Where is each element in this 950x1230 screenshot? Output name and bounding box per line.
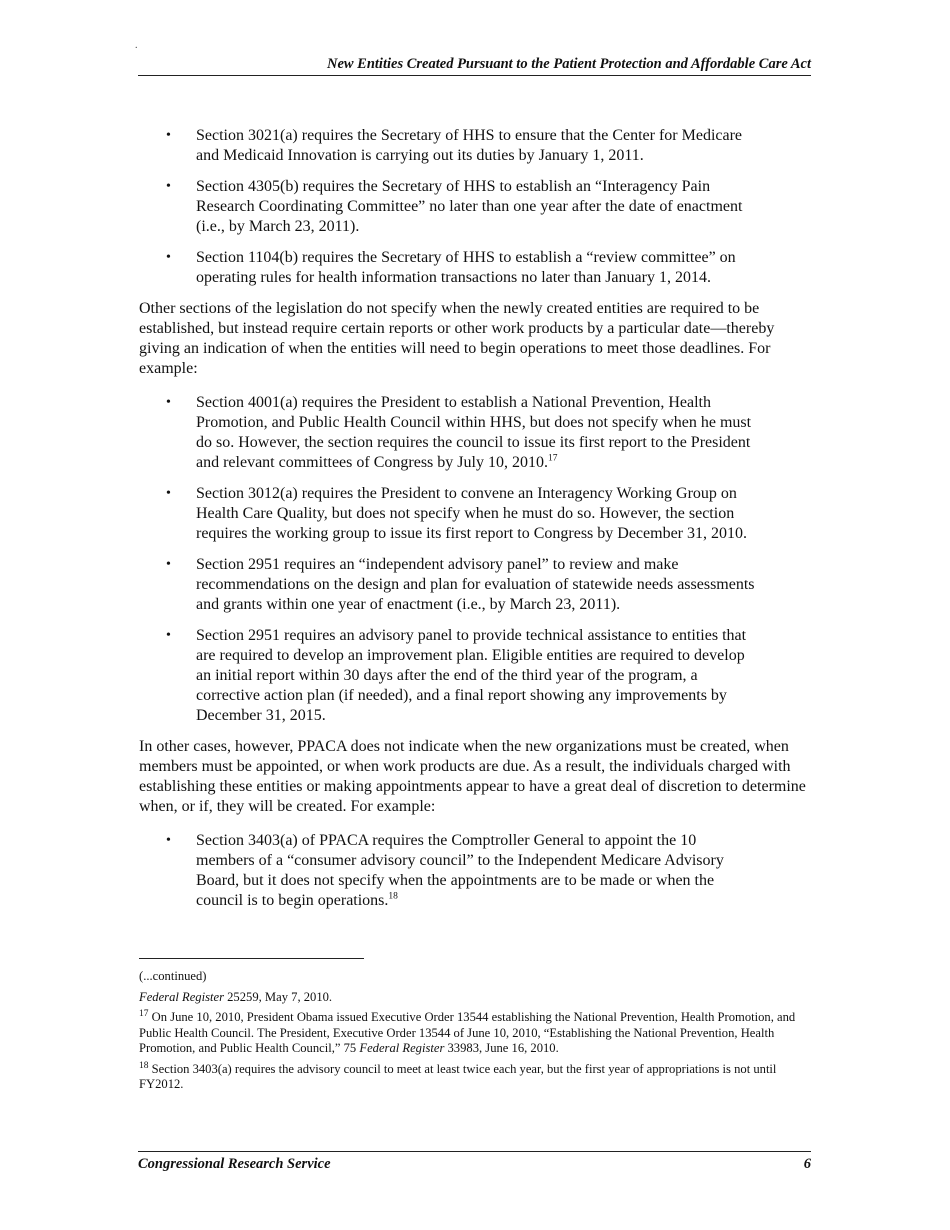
bullet-list-bottom [139,831,815,911]
stray-mark: . [135,40,138,51]
paragraph: In other cases, however, PPACA does not indicate when the new organizations must be created, when members must be appointed, or when work products are due. As a result, the individuals charged with establishing these entities or making appointments appear to have a great deal of discretion to determine when, or if, they will be created. For example: [139,738,806,815]
running-title: New Entities Created Pursuant to the Patient Protection and Affordable Care Act [326,56,811,72]
footnote-ref[interactable]: 17 [547,453,558,464]
list-item: • Section 2951 requires an “independent advisory panel” to review and make recommendations on the design and plan for evaluation of statewide needs assessments and grants within one year of enactment (i.e., by March 23, 2011). [166,556,755,613]
page-number: 6 [803,1156,811,1172]
list-item: • Section 3403(a) of PPACA requires the Comptroller General to appoint the 10 members of a “consumer advisory council” to the Independent Medicare Advisory Board, but it does not specify when the appointments are to be made or when the council is to begin operations.$^{18}$ [166,832,724,909]
list-item: • Section 2951 requires an advisory panel to provide technical assistance to entities that are required to develop an improvement plan. Eligible entities are required to develop an initial report within 30 days after the end of the third year of the program, a corrective action plan (if needed), and a final report showing any improvements by December 31, 2015. [166,627,747,724]
page-footer [138,1151,811,1173]
footnote-17: $^{17}$ On June 10, 2010, President Obama issued Executive Order 13544 establishing the National Prevention, Health Promotion, and Public Health Council. The President, Executive Order 13544 of June 10, 2010, “Establishing the National Prevention, Health Promotion, and Public Health Council,” 75 Federal Register 33983, June 16, 2010. [139,1008,796,1055]
list-item: • Section 3021(a) requires the Secretary of HHS to ensure that the Center for Medicare and Medicaid Innovation is carrying out its duties by January 1, 2011. [166,127,743,164]
running-header [138,56,811,76]
footer-org: Congressional Research Service [138,1156,331,1172]
bullet-list-top [139,126,815,288]
footnotes [139,958,815,1098]
list-item: • Section 3012(a) requires the President to convene an Interagency Working Group on Health Care Quality, but does not specify when he must do so. However, the section requires the working group to issue its first report to Congress by December 31, 2010. [166,485,748,542]
body-content [139,126,815,922]
bullet-list-mid [139,393,815,726]
paragraph: Other sections of the legislation do not specify when the newly created entities are required to be established, but instead require certain reports or other work products by a particular date—thereby giving an indication of when the entities will need to begin operations to meet those deadlines. For example: [139,300,775,377]
footnote-continued: (...continued) [139,969,207,983]
footnote-divider [139,958,364,959]
footnote-prev-cite: Federal Register 25259, May 7, 2010. [139,989,333,1004]
list-item: • Section 4001(a) requires the President to establish a National Prevention, Health Promotion, and Public Health Council within HHS, but does not specify when he must do so. However, the section requires the council to issue its first report to the President and relevant committees of Congress by July 10, 2010.17 [166,394,752,471]
footnote-18: $^{18}$ Section 3403(a) requires the advisory council to meet at least twice each year, but the first year of appropriations is not until FY2012. [139,1060,777,1091]
list-item: • Section 1104(b) requires the Secretary of HHS to establish a “review committee” on operating rules for health information transactions no later than January 1, 2014. [166,249,736,286]
list-item: • Section 4305(b) requires the Secretary of HHS to establish an “Interagency Pain Research Coordinating Committee” no later than one year after the date of enactment (i.e., by March 23, 2011). [166,178,743,235]
footnote-ref[interactable]: 18 [388,891,398,902]
